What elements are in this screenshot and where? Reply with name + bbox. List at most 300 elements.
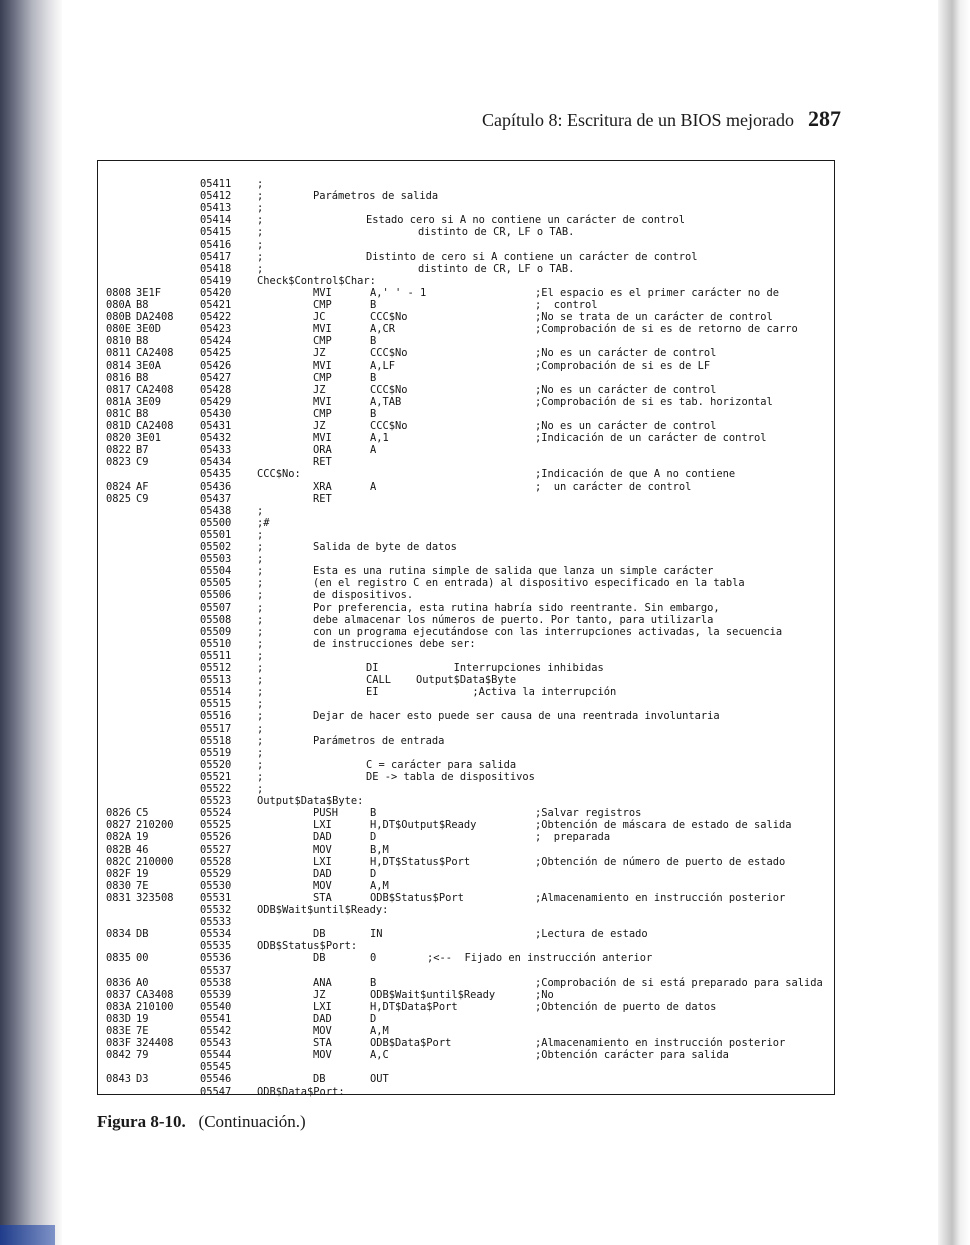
listing-line: 05535: [200, 940, 232, 953]
listing-line: 05507: [200, 601, 232, 614]
listing-op: JZ: [313, 383, 326, 396]
listing-operand: B: [370, 299, 377, 311]
listing-line: 05544: [200, 1049, 232, 1062]
listing-text: distinto de CR, LF o TAB.: [418, 226, 575, 239]
listing-line: 05431: [200, 420, 232, 432]
listing-code: B8: [136, 299, 149, 311]
listing-text: de dispositivos.: [313, 589, 414, 602]
listing-op: DAD: [313, 1012, 332, 1025]
listing-op: CMP: [313, 299, 332, 311]
listing-label: ;: [257, 262, 264, 275]
listing-operand: A: [370, 444, 377, 457]
listing-label: ;: [257, 202, 264, 215]
listing-line: 05434: [200, 456, 232, 469]
listing-comment: ;Almacenamiento en instrucción posterior: [535, 1037, 786, 1050]
listing-label: ;: [257, 758, 264, 771]
listing-line: 05547: [200, 1085, 232, 1098]
listing-line: 05500: [200, 516, 232, 529]
listing-operand: ODB$Data$Port: [370, 1037, 452, 1050]
listing-line: 05523: [200, 795, 232, 808]
listing-text: CALL Output$Data$Byte: [366, 674, 517, 687]
listing-code: 79: [136, 1049, 149, 1062]
listing-addr: 0822: [106, 444, 132, 457]
listing-op: MOV: [313, 843, 332, 856]
listing-comment: ;No se trata de un carácter de control: [535, 311, 773, 324]
listing-line: 05546: [200, 1073, 232, 1086]
listing-line: 05521: [200, 770, 232, 783]
listing-operand: A,CR: [370, 323, 396, 336]
listing-operand: B: [370, 371, 377, 384]
listing-text: ;<-- Fijado en instrucción anterior: [427, 952, 653, 965]
listing-label: ODB$Data$Port:: [257, 1085, 345, 1098]
listing-operand: D: [370, 1012, 377, 1025]
listing-text: Parámetros de entrada: [313, 734, 445, 747]
listing-code: 19: [136, 1012, 149, 1025]
listing-op: CMP: [313, 371, 332, 384]
listing-code: 3E1F: [136, 286, 162, 299]
listing-addr: 0842: [106, 1049, 132, 1062]
listing-addr: 083A: [106, 1000, 132, 1013]
listing-code: B8: [136, 335, 149, 348]
listing-operand: H,DT$Data$Port: [370, 1000, 458, 1013]
listing-line: 05413: [200, 202, 232, 215]
listing-operand: B,M: [370, 843, 389, 856]
listing-addr: 083E: [106, 1025, 132, 1037]
listing-line: 05511: [200, 649, 232, 662]
listing-op: ANA: [313, 976, 332, 989]
figure-caption: [97, 1112, 306, 1132]
listing-code: C9: [136, 492, 149, 505]
listing-comment: ;Lectura de estado: [535, 928, 648, 941]
listing-operand: ODB$Status$Port: [370, 891, 464, 904]
listing-line: 05518: [200, 734, 232, 747]
listing-line: 05422: [200, 311, 232, 324]
listing-text: Por preferencia, esta rutina habría sido reentrante. Sin embargo,: [313, 601, 720, 614]
listing-op: DAD: [313, 831, 332, 844]
listing-addr: 082A: [106, 831, 132, 844]
listing-label: ;: [257, 178, 264, 190]
listing-text: con un programa ejecutándose con las interrupciones activadas, la secuencia: [313, 625, 783, 638]
listing-addr: 0808: [106, 286, 132, 299]
listing-code: 210200: [136, 819, 174, 832]
listing-label: ;: [257, 734, 264, 747]
listing-label: ;: [257, 238, 264, 251]
listing-line: 05542: [200, 1025, 232, 1037]
listing-line: 05427: [200, 371, 232, 384]
listing-op: LXI: [313, 855, 332, 868]
listing-op: PUSH: [313, 807, 339, 820]
listing-op: DB: [313, 928, 326, 941]
listing-line: 05540: [200, 1000, 232, 1013]
listing-line: 05538: [200, 976, 232, 989]
listing-line: 05543: [200, 1037, 232, 1050]
listing-text: (en el registro C en entrada) al dispositivo especificado en la tabla: [313, 577, 745, 590]
listing-code: CA2408: [136, 347, 174, 360]
listing-text: Esta es una rutina simple de salida que lanza un simple carácter: [313, 565, 714, 578]
listing-code: 210000: [136, 855, 174, 868]
listing-line: 05532: [200, 904, 232, 916]
figure-caption-text: (Continuación.): [198, 1112, 306, 1131]
listing-comment: ;No: [535, 988, 554, 1001]
listing-code: 46: [136, 843, 149, 856]
listing-comment: ;El espacio es el primer carácter no de: [535, 286, 779, 299]
listing-label: ;: [257, 250, 264, 263]
listing-line: 05416: [200, 238, 232, 251]
listing-label: ;: [257, 190, 264, 203]
listing-operand: D: [370, 831, 377, 844]
listing-line: 05430: [200, 407, 232, 420]
listing-op: XRA: [313, 480, 332, 493]
listing-addr: 082B: [106, 843, 132, 856]
listing-line: 05421: [200, 299, 232, 311]
listing-addr: 080E: [106, 323, 132, 336]
listing-line: 05420: [200, 286, 232, 299]
listing-line: 05515: [200, 698, 232, 711]
listing-code: C9: [136, 456, 149, 469]
listing-label: ;#: [257, 516, 270, 529]
listing-text: DE -> tabla de dispositivos: [366, 770, 535, 783]
listing-line: 05534: [200, 928, 232, 941]
listing-code: B8: [136, 407, 149, 420]
listing-code: D3: [136, 1073, 149, 1086]
listing-addr: 0827: [106, 819, 132, 832]
listing-line: 05525: [200, 819, 232, 832]
listing-comment: ;Comprobación de si es tab. horizontal: [535, 395, 773, 408]
listing-label: ;: [257, 504, 264, 517]
listing-line: 05528: [200, 855, 232, 868]
listing-line: 05435: [200, 468, 232, 481]
listing-op: LXI: [313, 819, 332, 832]
listing-operand: A,1: [370, 432, 389, 445]
listing-line: 05541: [200, 1012, 232, 1025]
listing-line: 05516: [200, 710, 232, 723]
listing-operand: CCC$No: [370, 420, 408, 432]
listing-code: 3E0A: [136, 359, 162, 372]
listing-comment: ;No es un carácter de control: [535, 420, 717, 432]
listing-text: EI ;Activa la interrupción: [366, 686, 617, 699]
listing-line: 05425: [200, 347, 232, 360]
listing-comment: ;Obtención de máscara de estado de salida: [535, 819, 792, 832]
listing-line: 05411: [200, 178, 232, 190]
listing-line: 05438: [200, 504, 232, 517]
listing-label: ODB$Wait$until$Ready:: [257, 904, 389, 916]
listing-op: ORA: [313, 444, 332, 457]
listing-addr: 0843: [106, 1073, 132, 1086]
listing-op: MOV: [313, 1025, 332, 1037]
listing-addr: 083D: [106, 1012, 132, 1025]
listing-label: ;: [257, 565, 264, 578]
listing-operand: A,' ' - 1: [370, 286, 427, 299]
listing-line: 05517: [200, 722, 232, 735]
listing-line: 05529: [200, 867, 232, 880]
listing-comment: ; control: [535, 299, 598, 311]
listing-operand: A,TAB: [370, 395, 402, 408]
listing-label: ;: [257, 710, 264, 723]
listing-addr: 080A: [106, 299, 132, 311]
listing-code: 324408: [136, 1037, 174, 1050]
listing-text: Salida de byte de datos: [313, 541, 457, 553]
listing-comment: ;Comprobación de si es de retorno de carro: [535, 323, 798, 336]
listing-addr: 081C: [106, 407, 132, 420]
listing-operand: A,LF: [370, 359, 396, 372]
listing-comment: ;Obtención de número de puerto de estado: [535, 855, 786, 868]
listing-addr: 0835: [106, 952, 132, 965]
listing-op: JZ: [313, 988, 326, 1001]
listing-operand: CCC$No: [370, 347, 408, 360]
listing-addr: 081A: [106, 395, 132, 408]
listing-line: 05510: [200, 637, 232, 650]
listing-op: LXI: [313, 1000, 332, 1013]
listing-comment: ;Indicación de un carácter de control: [535, 432, 767, 445]
listing-comment: ; preparada: [535, 831, 611, 844]
listing-op: CMP: [313, 407, 332, 420]
listing-op: MVI: [313, 359, 332, 372]
listing-op: JZ: [313, 347, 326, 360]
listing-code: 7E: [136, 879, 149, 892]
listing-comment: ;Comprobación de si es de LF: [535, 359, 711, 372]
listing-comment: ;Obtención carácter para salida: [535, 1049, 729, 1062]
listing-line: 05531: [200, 891, 232, 904]
listing-op: MVI: [313, 323, 332, 336]
listing-op: JZ: [313, 420, 326, 432]
listing-addr: 0834: [106, 928, 132, 941]
listing-comment: ;Comprobación de si está preparado para salida: [535, 976, 823, 989]
listing-addr: 0820: [106, 432, 132, 445]
listing-line: 05419: [200, 274, 232, 287]
listing-op: DB: [313, 1073, 326, 1086]
listing-label: CCC$No:: [257, 468, 301, 481]
listing-comment: ;Obtención de puerto de datos: [535, 1000, 717, 1013]
listing-addr: 0837: [106, 988, 132, 1001]
listing-op: STA: [313, 1037, 332, 1050]
listing-operand: CCC$No: [370, 383, 408, 396]
listing-line: 05502: [200, 541, 232, 553]
listing-label: ;: [257, 601, 264, 614]
listing-code: DA2408: [136, 311, 174, 324]
listing-addr: 082F: [106, 867, 132, 880]
listing-addr: 0836: [106, 976, 132, 989]
listing-op: RET: [313, 492, 332, 505]
listing-operand: ODB$Wait$until$Ready: [370, 988, 496, 1001]
listing-line: 05412: [200, 190, 232, 203]
listing-line: 05539: [200, 988, 232, 1001]
listing-code: 3E0D: [136, 323, 162, 336]
listing-code: 00: [136, 952, 149, 965]
listing-line: 05526: [200, 831, 232, 844]
listing-operand: OUT: [370, 1073, 389, 1086]
listing-operand: A,M: [370, 1025, 389, 1037]
listing-line: 05530: [200, 879, 232, 892]
listing-addr: 0824: [106, 480, 132, 493]
listing-label: ;: [257, 746, 264, 759]
listing-op: STA: [313, 891, 332, 904]
listing-line: 05432: [200, 432, 232, 445]
chapter-title: Capítulo 8: Escritura de un BIOS mejorado: [482, 110, 794, 130]
listing-op: JC: [313, 311, 326, 324]
listing-line: 05424: [200, 335, 232, 348]
listing-label: ;: [257, 541, 264, 553]
listing-line: 05514: [200, 686, 232, 699]
figure-label: Figura 8-10.: [97, 1112, 186, 1131]
listing-text: Estado cero si A no contiene un carácter de control: [366, 214, 686, 227]
listing-line: 05513: [200, 674, 232, 687]
listing-line: 05433: [200, 444, 232, 457]
listing-text: C = carácter para salida: [366, 758, 517, 771]
listing-text: Dejar de hacer esto puede ser causa de una reentrada involuntaria: [313, 710, 720, 723]
listing-operand: A,C: [370, 1049, 389, 1062]
listing-comment: ; un carácter de control: [535, 480, 692, 493]
listing-operand: 0: [370, 952, 377, 965]
listing-op: MVI: [313, 395, 332, 408]
listing-code: 19: [136, 867, 149, 880]
listing-text: de instrucciones debe ser:: [313, 637, 476, 650]
listing-operand: H,DT$Status$Port: [370, 855, 471, 868]
listing-addr: 0823: [106, 456, 132, 469]
listing-label: ;: [257, 674, 264, 687]
listing-text: debe almacenar los números de puerto. Por tanto, para utilizarla: [313, 613, 714, 626]
listing-code: CA3408: [136, 988, 174, 1001]
listing-line: 05533: [200, 916, 232, 929]
listing-line: 05536: [200, 952, 232, 965]
listing-text: Distinto de cero si A contiene un carácter de control: [366, 250, 698, 263]
listing-addr: 0817: [106, 383, 132, 396]
listing-operand: A,M: [370, 879, 389, 892]
listing-label: ;: [257, 783, 264, 795]
listing-label: ;: [257, 226, 264, 239]
listing-code: CA2408: [136, 383, 174, 396]
listing-addr: 0826: [106, 807, 132, 820]
listing-line: 05519: [200, 746, 232, 759]
listing-line: 05509: [200, 625, 232, 638]
listing-text: DI Interrupciones inhibidas: [366, 662, 604, 674]
listing-op: CMP: [313, 335, 332, 348]
listing-label: ;: [257, 553, 264, 566]
listing-op: MVI: [313, 432, 332, 445]
listing-code: B8: [136, 371, 149, 384]
listing-addr: 0811: [106, 347, 132, 360]
listing-addr: 0830: [106, 879, 132, 892]
listing-line: 05506: [200, 589, 232, 602]
listing-label: ;: [257, 637, 264, 650]
listing-operand: IN: [370, 928, 383, 941]
listing-op: MOV: [313, 879, 332, 892]
listing-line: 05418: [200, 262, 232, 275]
listing-label: ;: [257, 686, 264, 699]
listing-label: ;: [257, 589, 264, 602]
listing-code: 19: [136, 831, 149, 844]
listing-label: ;: [257, 722, 264, 735]
listing-line: 05423: [200, 323, 232, 336]
listing-line: 05505: [200, 577, 232, 590]
listing-label: ODB$Status$Port:: [257, 940, 358, 953]
listing-operand: CCC$No: [370, 311, 408, 324]
listing-op: RET: [313, 456, 332, 469]
listing-operand: B: [370, 976, 377, 989]
listing-label: ;: [257, 698, 264, 711]
listing-line: 05508: [200, 613, 232, 626]
listing-code: 3E09: [136, 395, 162, 408]
listing-addr: 0831: [106, 891, 132, 904]
listing-addr: 082C: [106, 855, 132, 868]
listing-code: A0: [136, 976, 149, 989]
listing-line: 05512: [200, 662, 232, 674]
listing-text: distinto de CR, LF o TAB.: [418, 262, 575, 275]
listing-op: MVI: [313, 286, 332, 299]
listing-code: DB: [136, 928, 149, 941]
listing-addr: 080B: [106, 311, 132, 324]
listing-operand: B: [370, 335, 377, 348]
listing-code: 3E01: [136, 432, 162, 445]
listing-label: ;: [257, 662, 264, 674]
listing-label: ;: [257, 577, 264, 590]
listing-line: 05504: [200, 565, 232, 578]
listing-line: 05527: [200, 843, 232, 856]
listing-comment: ;Salvar registros: [535, 807, 642, 820]
listing-comment: ;No es un carácter de control: [535, 347, 717, 360]
listing-addr: 081D: [106, 420, 132, 432]
listing-label: Check$Control$Char:: [257, 274, 376, 287]
listing-label: ;: [257, 613, 264, 626]
listing-op: MOV: [313, 1049, 332, 1062]
page-number: 287: [808, 106, 841, 131]
listing-op: DAD: [313, 867, 332, 880]
listing-line: 05501: [200, 528, 232, 541]
listing-code: C5: [136, 807, 149, 820]
listing-line: 05520: [200, 758, 232, 771]
listing-label: ;: [257, 214, 264, 227]
listing-code: B7: [136, 444, 149, 457]
listing-line: 05415: [200, 226, 232, 239]
listing-line: 05524: [200, 807, 232, 820]
listing-label: ;: [257, 649, 264, 662]
listing-comment: ;Almacenamiento en instrucción posterior: [535, 891, 786, 904]
listing-code: 323508: [136, 891, 174, 904]
listing-line: 05537: [200, 964, 232, 977]
listing-operand: B: [370, 807, 377, 820]
listing-comment: ;No es un carácter de control: [535, 383, 717, 396]
listing-op: DB: [313, 952, 326, 965]
listing-code: CA2408: [136, 420, 174, 432]
listing-addr: 0814: [106, 359, 132, 372]
listing-addr: 0825: [106, 492, 132, 505]
listing-line: 05414: [200, 214, 232, 227]
listing-addr: 0816: [106, 371, 132, 384]
listing-line: 05436: [200, 480, 232, 493]
listing-line: 05429: [200, 395, 232, 408]
listing-addr: 083F: [106, 1037, 132, 1050]
listing-operand: A: [370, 480, 377, 493]
listing-line: 05437: [200, 492, 232, 505]
listing-operand: B: [370, 407, 377, 420]
listing-line: 05522: [200, 783, 232, 795]
listing-label: Output$Data$Byte:: [257, 795, 364, 808]
listing-text: Parámetros de salida: [313, 190, 439, 203]
listing-operand: H,DT$Output$Ready: [370, 819, 477, 832]
listing-line: 05503: [200, 553, 232, 566]
listing-line: 05545: [200, 1061, 232, 1074]
listing-comment: ;Indicación de que A no contiene: [535, 468, 736, 481]
listing-label: ;: [257, 528, 264, 541]
listing-line: 05417: [200, 250, 232, 263]
listing-code: 7E: [136, 1025, 149, 1037]
listing-label: ;: [257, 625, 264, 638]
listing-line: 05428: [200, 383, 232, 396]
listing-code: AF: [136, 480, 149, 493]
listing-addr: 0810: [106, 335, 132, 348]
listing-code: 210100: [136, 1000, 174, 1013]
listing-line: 05426: [200, 359, 232, 372]
listing-label: ;: [257, 770, 264, 783]
